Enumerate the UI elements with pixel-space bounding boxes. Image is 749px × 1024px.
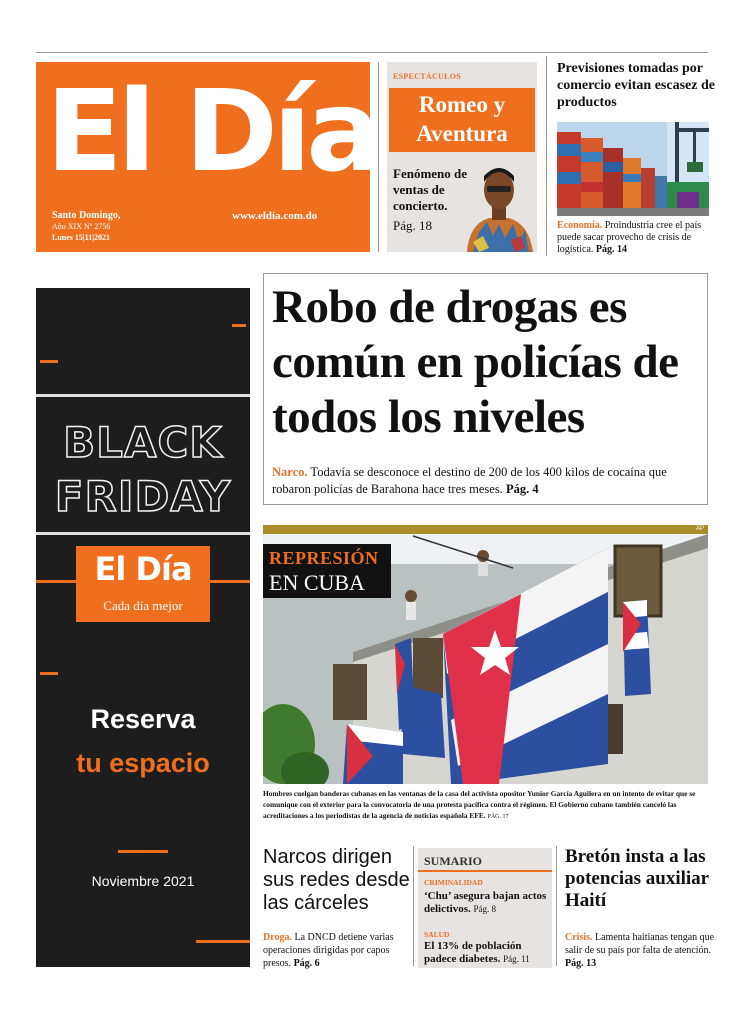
newspaper-logo: El Día <box>46 67 377 197</box>
summary-item-text: El 13% de población padece diabetes. <box>424 940 522 965</box>
photo-label-line2: EN CUBA <box>269 570 365 595</box>
promo-box[interactable] <box>387 62 537 252</box>
caption-text: Hombres cuelgan banderas cubanas en las ventanas de la casa del activista opositor Yunior García Aguilera en un intento de evitar que se comunique con el exterior para la convocatoria de una protesta pacífica contra el régimen. El Gobierno cubano también canceló las acreditaciones a los periodistas de la agencia de noticias española EFE. <box>263 789 696 820</box>
ad-friday-text: FRIDAY <box>54 472 232 521</box>
masthead-city: Santo Domingo, <box>52 210 121 221</box>
bottom-left-text: La DNCD detiene varias operaciones dirigidas por capos presos. <box>263 932 394 969</box>
photo-label-line1: REPRESIÓN <box>269 548 379 568</box>
photo-credit: AP <box>696 526 705 532</box>
ad-reserve-text: Reserva <box>90 704 196 734</box>
promo-title-line: Romeo y <box>418 92 506 117</box>
bottom-right-text: Lamenta haitianas tengan que salir de su país por falta de atención. <box>565 932 715 956</box>
summary-box[interactable] <box>418 848 552 968</box>
promo-description: Fenómeno de ventas de concierto. <box>393 166 468 213</box>
summary-item-page: Pág. 8 <box>473 904 496 914</box>
column-rule <box>546 56 547 256</box>
bottom-right-kicker: Crisis. <box>565 932 593 943</box>
promo-title <box>389 90 535 148</box>
photo-label <box>263 544 391 598</box>
ad-black-text: BLACK <box>63 418 223 467</box>
summary-category: CRIMINALIDAD <box>424 878 483 887</box>
photo-topbar <box>263 525 708 534</box>
ad-month: Noviembre 2021 <box>91 873 195 889</box>
summary-item-page: Pág. 11 <box>503 954 530 964</box>
bottom-left-page: Pág. 6 <box>293 958 320 969</box>
bottom-right-page: Pág. 13 <box>565 958 597 969</box>
masthead-url[interactable]: www.eldia.com.do <box>232 210 318 222</box>
top-right-headline[interactable]: Previsiones tomadas por comercio evitan escasez de productos <box>557 61 715 110</box>
summary-title: SUMARIO <box>424 854 483 868</box>
ad-divider <box>196 940 250 943</box>
ad-divider <box>118 850 168 853</box>
ad-divider <box>36 580 76 583</box>
masthead-date: Lunes 15|11|2021 <box>52 233 110 242</box>
main-kicker: Narco. <box>272 465 308 479</box>
ad-logo: El Día <box>94 550 192 588</box>
promo-title-box <box>389 88 535 152</box>
top-rule <box>36 52 708 53</box>
bottom-left-headline[interactable]: Narcos dirigen sus redes desde las cárceles <box>263 846 410 914</box>
caption-page: PÁG. 17 <box>487 814 509 820</box>
column-rule <box>378 62 379 252</box>
summary-item[interactable] <box>424 890 550 916</box>
black-friday-ad[interactable] <box>36 288 250 967</box>
ad-divider <box>210 580 250 583</box>
main-story[interactable] <box>263 273 708 505</box>
ad-divider <box>40 360 58 363</box>
main-headline[interactable]: Robo de drogas es común en policías de todos los niveles <box>272 281 679 443</box>
ad-space-text: tu espacio <box>76 748 210 778</box>
top-right-summary <box>557 220 713 256</box>
masthead[interactable] <box>36 62 377 252</box>
bottom-right-headline[interactable]: Bretón insta a las potencias auxiliar Haití <box>565 846 709 911</box>
main-text: Todavía se desconoce el destino de 200 de los 400 kilos de cocaína que robaron policías de Barahona hace tres meses. <box>272 465 667 496</box>
bottom-left-summary <box>263 931 413 970</box>
summary-item[interactable] <box>424 940 550 966</box>
main-page: Pág. 4 <box>505 482 539 496</box>
top-right-page: Pág. 14 <box>595 244 627 255</box>
ad-divider <box>36 394 250 397</box>
ad-divider <box>36 532 250 535</box>
photo-caption <box>263 788 713 823</box>
summary-category: SALUD <box>424 930 450 939</box>
column-rule <box>556 846 557 966</box>
bottom-left-kicker: Droga. <box>263 932 292 943</box>
bottom-right-summary <box>565 931 715 970</box>
ad-slogan: Cada día mejor <box>103 598 183 613</box>
column-rule <box>413 846 414 966</box>
promo-page: Pág. 18 <box>393 218 432 233</box>
promo-section: ESPECTÁCULOS <box>393 72 462 81</box>
summary-divider <box>418 870 552 872</box>
main-summary <box>272 464 702 498</box>
ad-logo-box <box>76 546 210 622</box>
ad-divider <box>40 672 58 675</box>
promo-title-line: Aventura <box>416 121 508 146</box>
top-right-text: Proindustria cree el país puede sacar provecho de crisis de logística. <box>557 220 702 255</box>
ad-divider <box>232 324 246 327</box>
summary-item-text: ‘Chu’ asegura bajan actos delictivos. <box>424 890 547 915</box>
masthead-year-number: Año XIX Nº 2756 <box>52 222 111 231</box>
port-containers-photo <box>557 122 709 216</box>
top-right-kicker: Economía. <box>557 220 603 231</box>
